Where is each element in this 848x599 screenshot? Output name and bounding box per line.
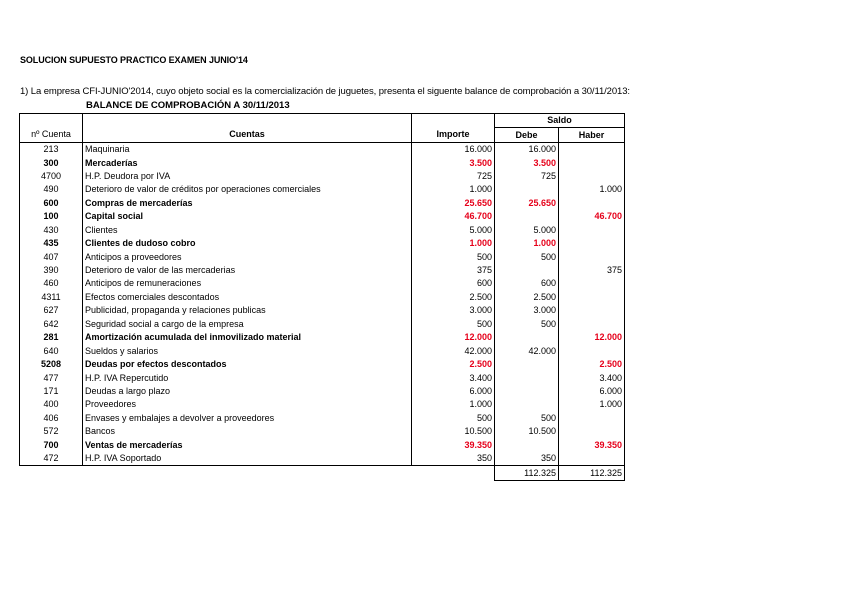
account-number: 4311: [20, 291, 83, 304]
account-name: Deudas a largo plazo: [83, 385, 412, 398]
importe-value: 25.650: [412, 197, 495, 210]
table-row: [20, 425, 625, 438]
importe-value: 16.000: [412, 142, 495, 156]
importe-value: 3.400: [412, 371, 495, 384]
table-row: [20, 385, 625, 398]
haber-value: [559, 237, 625, 250]
table-row: [20, 331, 625, 344]
table-row: [20, 412, 625, 425]
importe-value: 5.000: [412, 224, 495, 237]
importe-value: 500: [412, 318, 495, 331]
importe-value: 350: [412, 452, 495, 466]
haber-value: [559, 304, 625, 317]
account-number: 600: [20, 197, 83, 210]
account-name: Publicidad, propaganda y relaciones publicas: [83, 304, 412, 317]
account-name: Ventas de mercaderías: [83, 439, 412, 452]
account-name: Clientes de dudoso cobro: [83, 237, 412, 250]
haber-header: Haber: [559, 128, 625, 142]
table-row: [20, 210, 625, 223]
debe-value: [495, 264, 559, 277]
debe-value: 600: [495, 277, 559, 290]
account-name: Anticipos a proveedores: [83, 250, 412, 263]
account-number: 700: [20, 439, 83, 452]
table-row: [20, 304, 625, 317]
haber-value: 39.350: [559, 439, 625, 452]
num-header: nº Cuenta: [20, 128, 83, 142]
debe-value: 500: [495, 412, 559, 425]
account-number: 281: [20, 331, 83, 344]
account-number: 435: [20, 237, 83, 250]
importe-value: 10.500: [412, 425, 495, 438]
debe-value: 350: [495, 452, 559, 466]
account-number: 490: [20, 183, 83, 196]
account-number: 213: [20, 142, 83, 156]
debe-value: 2.500: [495, 291, 559, 304]
debe-value: [495, 358, 559, 371]
importe-value: 3.000: [412, 304, 495, 317]
table-row: [20, 344, 625, 357]
haber-value: 46.700: [559, 210, 625, 223]
importe-value: 500: [412, 412, 495, 425]
table-row: [20, 142, 625, 156]
account-number: 627: [20, 304, 83, 317]
debe-value: 1.000: [495, 237, 559, 250]
debe-header: Debe: [495, 128, 559, 142]
table-row: [20, 170, 625, 183]
account-number: 460: [20, 277, 83, 290]
account-name: Clientes: [83, 224, 412, 237]
table-row: [20, 318, 625, 331]
account-name: Compras de mercaderías: [83, 197, 412, 210]
debe-value: 25.650: [495, 197, 559, 210]
haber-value: 2.500: [559, 358, 625, 371]
account-number: 171: [20, 385, 83, 398]
table-row: [20, 224, 625, 237]
importe-header: Importe: [412, 128, 495, 142]
account-name: Mercaderías: [83, 156, 412, 169]
haber-value: [559, 250, 625, 263]
total-haber: 112.325: [559, 466, 625, 480]
account-name: Envases y embalajes a devolver a proveedores: [83, 412, 412, 425]
debe-value: 16.000: [495, 142, 559, 156]
account-number: 5208: [20, 358, 83, 371]
haber-value: [559, 197, 625, 210]
haber-value: [559, 344, 625, 357]
account-number: 572: [20, 425, 83, 438]
table-row: [20, 452, 625, 466]
haber-value: [559, 170, 625, 183]
haber-value: 12.000: [559, 331, 625, 344]
account-name: H.P. IVA Soportado: [83, 452, 412, 466]
debe-value: [495, 439, 559, 452]
importe-value: 725: [412, 170, 495, 183]
importe-value: 1.000: [412, 398, 495, 411]
intro-text: 1) La empresa CFI-JUNIO'2014, cuyo objeto social es la comercialización de juguetes, presenta el siguente balance de comprobación a 30/11/2013:: [20, 86, 630, 97]
account-number: 477: [20, 371, 83, 384]
total-debe: 112.325: [495, 466, 559, 480]
account-number: 642: [20, 318, 83, 331]
importe-value: 1.000: [412, 237, 495, 250]
account-name: Proveedores: [83, 398, 412, 411]
importe-value: 2.500: [412, 291, 495, 304]
importe-value: 375: [412, 264, 495, 277]
debe-value: 10.500: [495, 425, 559, 438]
importe-value: 500: [412, 250, 495, 263]
debe-value: 5.000: [495, 224, 559, 237]
table-row: [20, 371, 625, 384]
importe-value: 3.500: [412, 156, 495, 169]
table-row: [20, 439, 625, 452]
account-name: H.P. IVA Repercutido: [83, 371, 412, 384]
account-name: Seguridad social a cargo de la empresa: [83, 318, 412, 331]
importe-value: 39.350: [412, 439, 495, 452]
header-row-saldo: [20, 114, 625, 128]
importe-value: 2.500: [412, 358, 495, 371]
table-row: [20, 291, 625, 304]
document-title: SOLUCION SUPUESTO PRACTICO EXAMEN JUNIO'14: [20, 55, 248, 65]
account-number: 472: [20, 452, 83, 466]
debe-value: [495, 385, 559, 398]
importe-value: 6.000: [412, 385, 495, 398]
account-number: 640: [20, 344, 83, 357]
importe-value: 46.700: [412, 210, 495, 223]
haber-value: [559, 425, 625, 438]
account-name: Amortización acumulada del inmovilizado material: [83, 331, 412, 344]
importe-value: 1.000: [412, 183, 495, 196]
debe-value: 725: [495, 170, 559, 183]
account-number: 4700: [20, 170, 83, 183]
account-number: 390: [20, 264, 83, 277]
haber-value: [559, 224, 625, 237]
importe-value: 42.000: [412, 344, 495, 357]
haber-value: [559, 142, 625, 156]
account-name: Deudas por efectos descontados: [83, 358, 412, 371]
account-number: 300: [20, 156, 83, 169]
haber-value: 375: [559, 264, 625, 277]
account-name: H.P. Deudora por IVA: [83, 170, 412, 183]
debe-value: 42.000: [495, 344, 559, 357]
account-name: Sueldos y salarios: [83, 344, 412, 357]
balance-table: [19, 113, 625, 481]
haber-value: [559, 412, 625, 425]
account-number: 430: [20, 224, 83, 237]
account-name: Capital social: [83, 210, 412, 223]
table-row: [20, 250, 625, 263]
importe-value: 600: [412, 277, 495, 290]
table-row: [20, 183, 625, 196]
debe-value: [495, 210, 559, 223]
account-number: 400: [20, 398, 83, 411]
debe-value: 3.000: [495, 304, 559, 317]
debe-value: [495, 331, 559, 344]
account-name: Efectos comerciales descontados: [83, 291, 412, 304]
haber-value: 3.400: [559, 371, 625, 384]
haber-value: 1.000: [559, 398, 625, 411]
account-name: Bancos: [83, 425, 412, 438]
balance-subtitle: BALANCE DE COMPROBACIÓN A 30/11/2013: [86, 100, 290, 111]
haber-value: [559, 156, 625, 169]
table-row: [20, 197, 625, 210]
haber-value: 1.000: [559, 183, 625, 196]
account-name: Maquinaria: [83, 142, 412, 156]
account-number: 100: [20, 210, 83, 223]
table-row: [20, 277, 625, 290]
header-row: [20, 128, 625, 142]
table-row: [20, 156, 625, 169]
debe-value: 3.500: [495, 156, 559, 169]
cuentas-header: Cuentas: [83, 128, 412, 142]
account-name: Anticipos de remuneraciones: [83, 277, 412, 290]
account-name: Deterioro de valor de las mercaderias: [83, 264, 412, 277]
haber-value: 6.000: [559, 385, 625, 398]
haber-value: [559, 291, 625, 304]
table-row: [20, 398, 625, 411]
account-number: 407: [20, 250, 83, 263]
haber-value: [559, 277, 625, 290]
debe-value: 500: [495, 318, 559, 331]
table-row: [20, 264, 625, 277]
debe-value: 500: [495, 250, 559, 263]
haber-value: [559, 318, 625, 331]
table-row: [20, 237, 625, 250]
importe-value: 12.000: [412, 331, 495, 344]
debe-value: [495, 371, 559, 384]
totals-row: [20, 466, 625, 480]
account-number: 406: [20, 412, 83, 425]
account-name: Deterioro de valor de créditos por operaciones comerciales: [83, 183, 412, 196]
haber-value: [559, 452, 625, 466]
debe-value: [495, 183, 559, 196]
table-row: [20, 358, 625, 371]
debe-value: [495, 398, 559, 411]
saldo-header: Saldo: [495, 114, 625, 128]
